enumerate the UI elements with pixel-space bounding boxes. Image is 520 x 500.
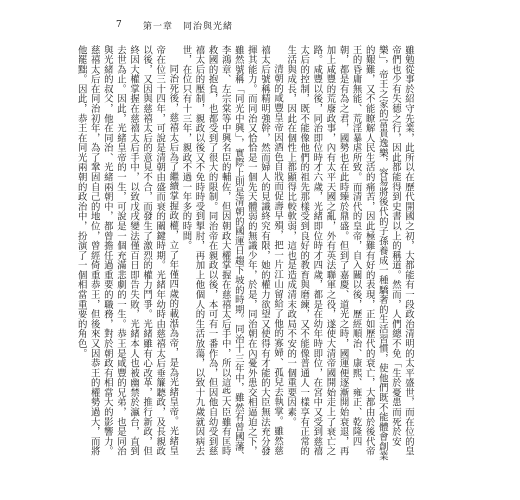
vertical-text-body — [75, 45, 415, 465]
page-number: 7 — [116, 20, 122, 30]
paragraph-3: 同治死後，慈禧太后為了繼續掌握政權，立了年僅四歲的載湉為帝，是為光緒皇帝。光緒皇帝在位三十四年，可說是清朝由盛而衰的關鍵時期。光緒年幼時由慈禧太后垂簾聽政，及長親政以後，又因與慈禧太后的意見不合，而發生了激烈的權力鬥爭。光緒雖有心改革，推行新政，但終因大權掌握在慈禧太后手中，以致戊戌變法僅百日即告失敗，光緒本人也被幽禁於瀛台，直到去世為止。因此，光緒皇帝的一生，可說是一個充滿悲劇的一生。恭王是咸豐的兄弟，也是同治與光緒的叔父，他在同治、光緒兩朝中，都曾擔任過重要的職務，對於朝政有相當大的影響力。慈禧太后在同治初年，為了鞏固自己的地位，曾經倚重恭王，但後來又因恭王的權勢過大，而將他罷黜。因此，恭王在同光兩朝的政治中，扮演了一個相當重要的角色。 — [75, 45, 179, 457]
paragraph-1: 雖勉從事於紹守先業，此所以在歷代開國之初，大都能有一段政治清明的太平盛世，而在位的皇帝們也少有失德之行，因此都能得到史書以上的稱道。然而，人們總不免「生於憂患而死於安樂」，帝王之家的富貴逸樂，容易將後代的子孫養成一種驕奢的生活習慣，使他們既不能體會創業的艱難，又不能瞭解人民生活的痛苦，因此極難有好的表現，正如歷代的衰亡，大都由於後代帝王的昏庸無能、荒淫暴虐所致。而清代的皇帝，自入關以後，歷經順治、康熙、雍正、乾隆四朝，都是有為之君，國勢也在此時臻於鼎盛。但到了嘉慶、道光之時，國運便逐漸開始衰退，再加上咸豐的荒廢政事，內有太平天國之亂，外有英法聯軍之役，遂使大清帝國開始走上了衰亡之路。咸豐以後，同治即位時才六歲，光緒即位時才四歲，都是在幼年時即位，在宮中又受到慈禧太后的控制，既不能像他們的祖先那樣受到良好的教育與磨練，又不能像普通人一樣享有正常的生活與成長，因此在個性上都顯得比較軟弱，這也是造成清末政局不安的一個重要因素。 — [285, 45, 414, 462]
paragraph-2: 清朝的咸豐皇帝因酒色自戕而促壽早殞，把一片江山留給了他的寡婦、孤兒去執掌。雖然慈禧太后號稱精明強幹，然而婦人的見識終究有限，她的權力欲望又使得有才能的大臣無法充分發揮其能力。而同治又恰恰是一個先天體弱的無識少年，於是，同治朝在內憂外患交相逼迫之下，雖然號稱「同光中興」，實際上則是清朝的國運日趨下坡的時期。同治十三年中，雖然有曾國藩、李鴻章、左宗棠等中興名臣的輔佐，但因朝政大權掌握在慈禧太后手中，所以這些大臣雖有匡時救國的抱負，也都受到了很大的限制。同治帝在親政以後，本可有一番作為，但因他自幼受到慈禧太后的壓制，親政以後又不免時時受到掣肘，再加上他個人的生活放蕩，以致十九歲就因病去世，在位只有十三年，親政不過一年多的時間。 — [180, 45, 284, 462]
chapter-title: 第一章 同治與光緒 — [143, 22, 234, 32]
